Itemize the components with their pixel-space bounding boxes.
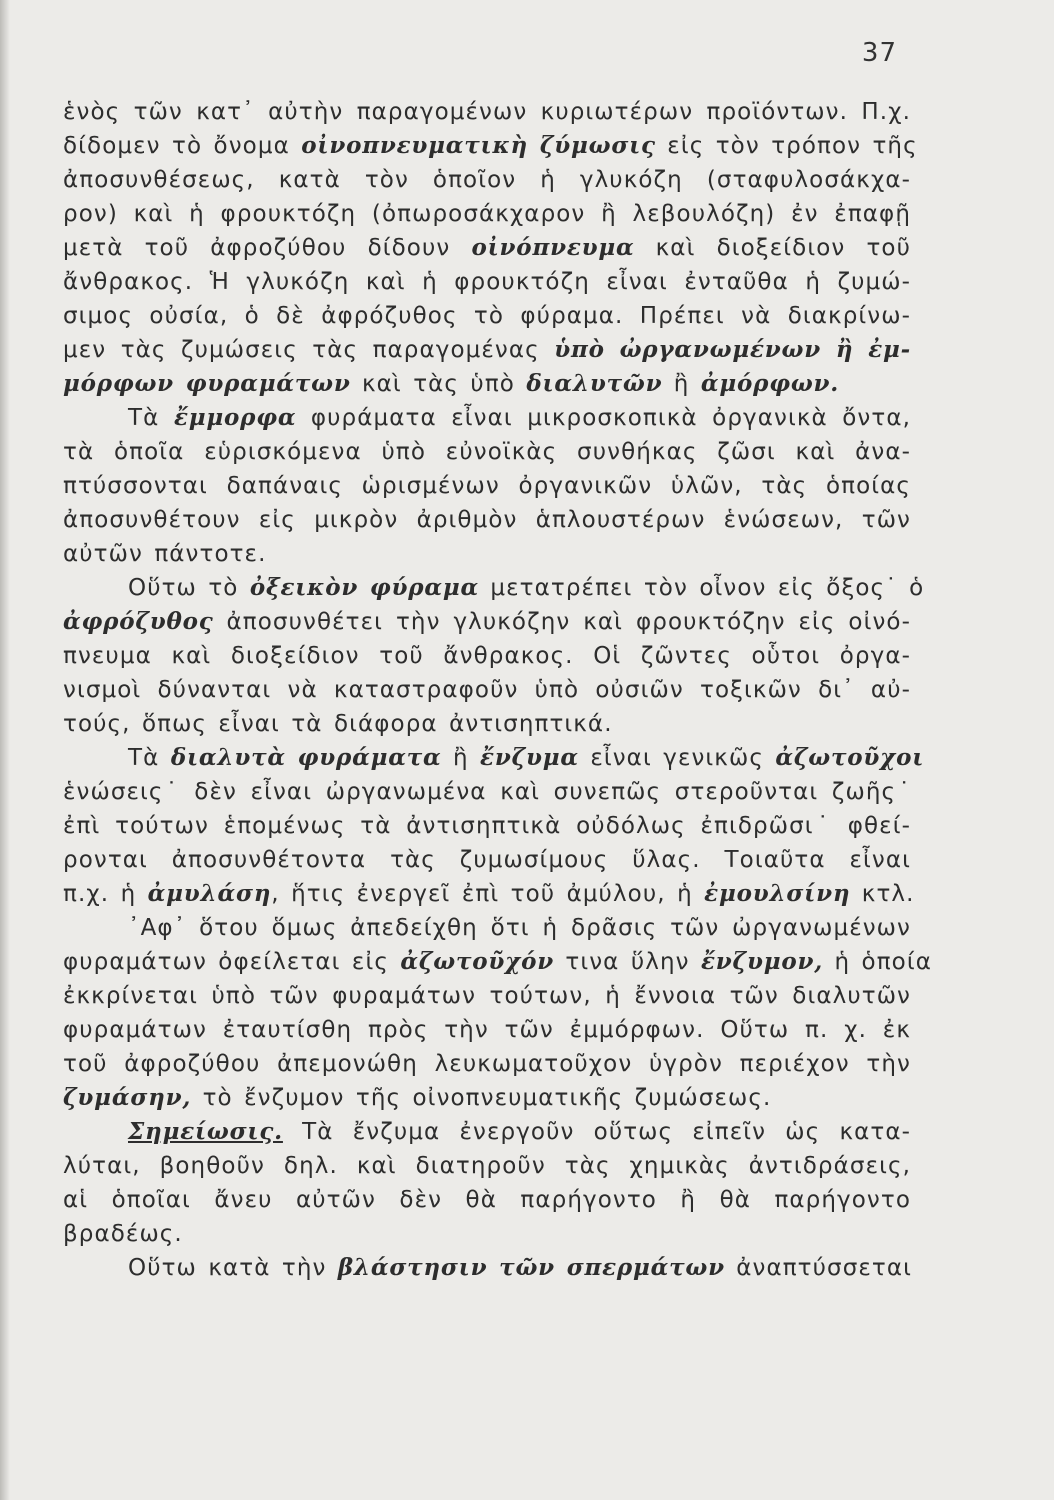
text-line: νισμοὶ δύνανται νὰ καταστραφοῦν ὑπὸ οὐσιῶν τοξικῶν δι᾽ αὐ-: [63, 677, 911, 703]
text-line: αἱ ὁποῖαι ἄνευ αὐτῶν δὲν θὰ παρήγοντο ἢ θὰ παρήγοντο: [63, 1187, 911, 1213]
page-number: 37: [861, 38, 897, 68]
text-line: ρον) καὶ ἡ φρουκτόζη (ὀπωροσάκχαρον ἢ λεβουλόζη) ἐν ἐπαφῇ: [63, 201, 911, 227]
text-line: πνευμα καὶ διοξείδιον τοῦ ἄνθρακος. Οἱ ζῶντες οὗτοι ὀργα-: [63, 643, 911, 669]
emphasis-term: ἀμόρφων.: [700, 370, 840, 397]
emphasis-term: ἐμουλσίνη: [704, 880, 851, 907]
text-line: ἀποσυνθέτουν εἰς μικρὸν ἀριθμὸν ἁπλουστέρων ἑνώσεων, τῶν: [63, 507, 911, 533]
text-line: μετὰ τοῦ ἀφροζύθου δίδουν οἰνόπνευμα καὶ διοξείδιον τοῦ: [63, 234, 911, 261]
text-line: ζυμάσην, τὸ ἔνζυμον τῆς οἰνοπνευματικῆς ζυμώσεως.: [63, 1084, 772, 1111]
emphasis-term: ζυμάσην,: [63, 1084, 192, 1111]
text-line: φυραμάτων ἐταυτίσθη πρὸς τὴν τῶν ἐμμόρφων. Οὕτω π. χ. ἐκ: [63, 1017, 911, 1043]
text-line: δίδομεν τὸ ὄνομα οἰνοπνευματικὴ ζύμωσις εἰς τὸν τρόπον τῆς: [63, 132, 918, 159]
emphasis-term: ὑπὸ ὠργανωμένων ἢ ἐμ-: [554, 336, 912, 363]
text-line: Τὰ διαλυτὰ φυράματα ἢ ἔνζυμα εἶναι γενικῶς ἀζωτοῦχοι: [128, 744, 925, 771]
page-edge-shadow: [0, 0, 10, 1500]
emphasis-term: ἔνζυμα: [480, 744, 579, 771]
emphasis-term: ἔνζυμον,: [701, 948, 824, 975]
emphasis-term: οἰνοπνευματικὴ ζύμωσις: [301, 132, 656, 159]
text-line: ἑνὸς τῶν κατ᾽ αὐτὴν παραγομένων κυριωτέρων προϊόντων. Π.χ.: [63, 99, 911, 125]
text-line: τὰ ὁποῖα εὑρισκόμενα ὑπὸ εὐνοϊκὰς συνθήκας ζῶσι καὶ ἀνα-: [63, 439, 911, 465]
text-line: τοῦ ἀφροζύθου ἀπεμονώθη λευκωματοῦχον ὑγρὸν περιέχον τὴν: [63, 1051, 911, 1077]
text-line: Σημείωσις. Τὰ ἔνζυμα ἐνεργοῦν οὕτως εἰπεῖν ὡς κατα-: [128, 1118, 911, 1145]
text-line: αὐτῶν πάντοτε.: [63, 541, 267, 567]
emphasis-term: ὀξεικὸν φύραμα: [249, 574, 479, 601]
text-line: ρονται ἀποσυνθέτοντα τὰς ζυμωσίμους ὕλας. Τοιαῦτα εἶναι: [63, 847, 911, 873]
note-heading: Σημείωσις.: [128, 1118, 283, 1145]
text-line: ἑνώσεις˙ δὲν εἶναι ὠργανωμένα καὶ συνεπῶς στεροῦνται ζωῆς˙: [63, 779, 911, 805]
emphasis-term: μόρφων φυραμάτων: [63, 370, 351, 397]
text-line: λύται, βοηθοῦν δηλ. καὶ διατηροῦν τὰς χημικὰς ἀντιδράσεις,: [63, 1153, 911, 1179]
text-line: τούς, ὅπως εἶναι τὰ διάφορα ἀντισηπτικά.: [63, 711, 613, 737]
emphasis-term: οἰνόπνευμα: [471, 234, 635, 261]
emphasis-term: διαλυτῶν: [526, 370, 663, 397]
text-line: βραδέως.: [63, 1221, 183, 1247]
text-line: Οὕτω κατὰ τὴν βλάστησιν τῶν σπερμάτων ἀναπτύσσεται: [128, 1254, 913, 1281]
text-line: Τὰ ἔμμορφα φυράματα εἶναι μικροσκοπικὰ ὀργανικὰ ὄντα,: [128, 404, 911, 431]
text-line: ἐπὶ τούτων ἑπομένως τὰ ἀντισηπτικὰ οὐδόλως ἐπιδρῶσι˙ φθεί-: [63, 813, 911, 839]
text-line: Οὕτω τὸ ὀξεικὸν φύραμα μετατρέπει τὸν οἶνον εἰς ὄξος˙ ὁ: [128, 574, 925, 601]
emphasis-term: ἀζωτοῦχοι: [775, 744, 925, 771]
emphasis-term: ἀμυλάση: [147, 880, 272, 907]
emphasis-term: διαλυτὰ φυράματα: [170, 744, 442, 771]
text-line: φυραμάτων ὀφείλεται εἰς ἀζωτοῦχόν τινα ὕλην ἔνζυμον, ἡ ὁποία: [63, 948, 932, 975]
text-line: ἀποσυνθέσεως, κατὰ τὸν ὁποῖον ἡ γλυκόζη (σταφυλοσάκχα-: [63, 167, 911, 193]
text-line: μεν τὰς ζυμώσεις τὰς παραγομένας ὑπὸ ὠργανωμένων ἢ ἐμ-: [63, 336, 912, 363]
text-line: ᾽Αφ᾽ ὅτου ὅμως ἀπεδείχθη ὅτι ἡ δρᾶσις τῶν ὠργανωμένων: [128, 915, 911, 941]
text-line: πτύσσονται δαπάναις ὡρισμένων ὀργανικῶν ὑλῶν, τὰς ὁποίας: [63, 473, 911, 499]
page-body-text: [63, 95, 932, 1285]
emphasis-term: ἀφρόζυθος: [63, 608, 214, 635]
emphasis-term: βλάστησιν τῶν σπερμάτων: [337, 1254, 725, 1281]
text-line: ἄνθρακος. Ἡ γλυκόζη καὶ ἡ φρουκτόζη εἶναι ἐνταῦθα ἡ ζυμώ-: [63, 269, 911, 295]
text-line: ἐκκρίνεται ὑπὸ τῶν φυραμάτων τούτων, ἡ ἔννοια τῶν διαλυτῶν: [63, 983, 911, 1009]
text-line: ἀφρόζυθος ἀποσυνθέτει τὴν γλυκόζην καὶ φρουκτόζην εἰς οἰνό-: [63, 608, 911, 635]
text-line: σιμος οὐσία, ὁ δὲ ἀφρόζυθος τὸ φύραμα. Πρέπει νὰ διακρίνω-: [63, 303, 911, 329]
emphasis-term: ἀζωτοῦχόν: [400, 948, 554, 975]
text-line: μόρφων φυραμάτων καὶ τὰς ὑπὸ διαλυτῶν ἢ ἀμόρφων.: [63, 370, 840, 397]
text-line: π.χ. ἡ ἀμυλάση, ἥτις ἐνεργεῖ ἐπὶ τοῦ ἀμύλου, ἡ ἐμουλσίνη κτλ.: [63, 880, 915, 907]
emphasis-term: ἔμμορφα: [173, 404, 297, 431]
